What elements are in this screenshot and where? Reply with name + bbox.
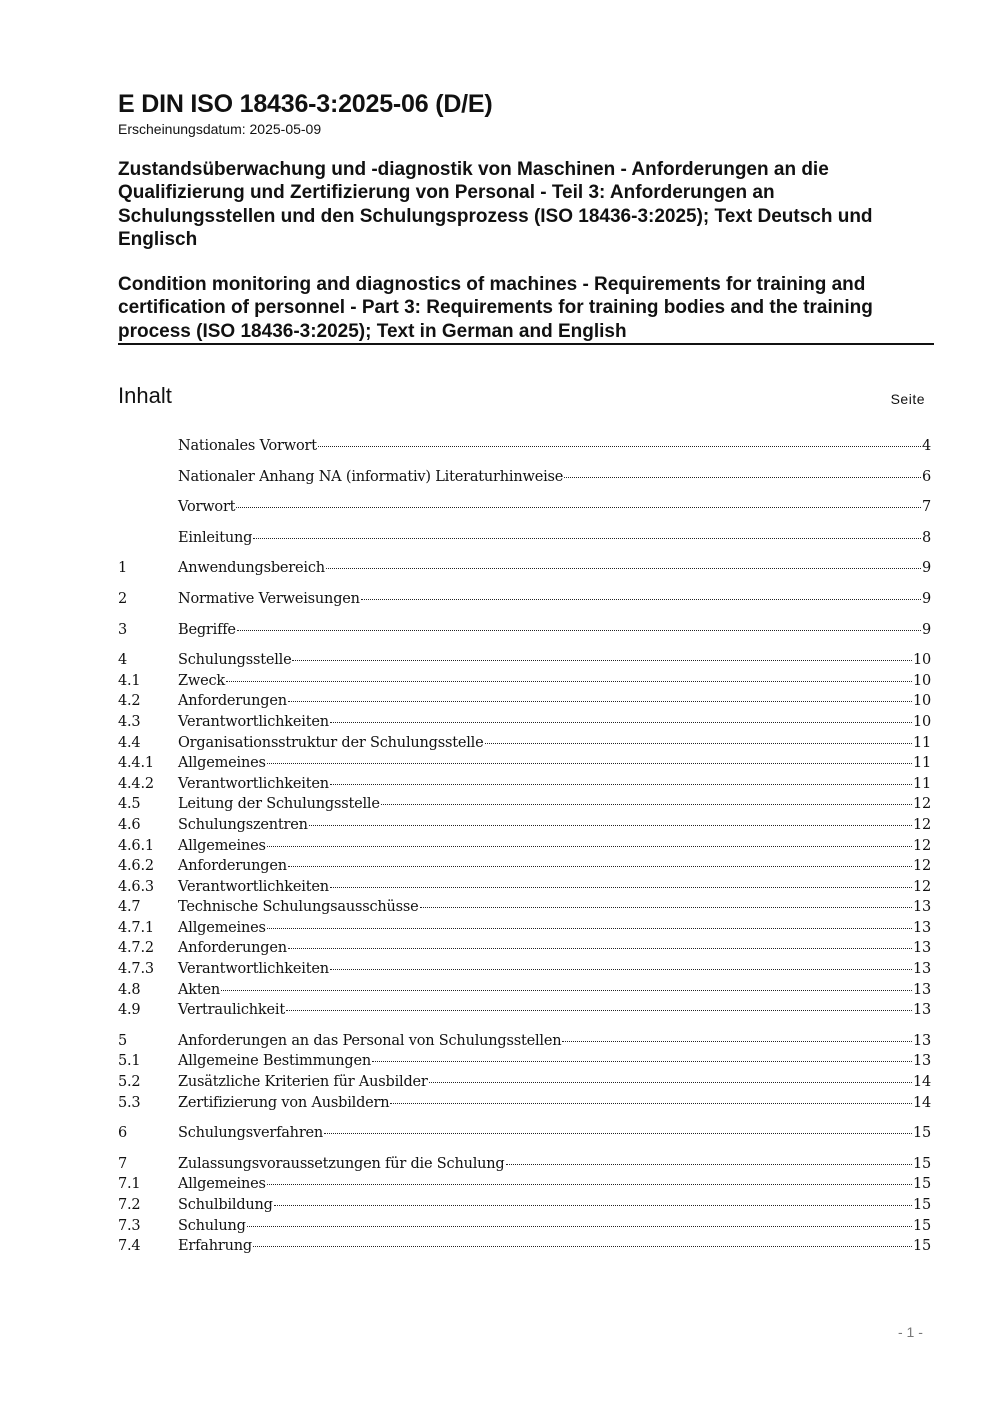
toc-dot-leader xyxy=(267,846,912,847)
toc-entry[interactable] xyxy=(118,899,931,920)
toc-entry-page: 11 xyxy=(912,734,931,751)
toc-entry-number: 4 xyxy=(118,652,128,669)
toc-entry[interactable] xyxy=(118,776,931,797)
toc-dot-leader xyxy=(286,1010,912,1011)
toc-entry[interactable] xyxy=(118,714,931,735)
toc-dot-leader xyxy=(381,804,912,805)
toc-entry[interactable] xyxy=(118,1002,931,1023)
toc-entry-title: Schulung xyxy=(178,1217,246,1234)
toc-entry[interactable] xyxy=(118,469,931,490)
toc-entry-number: 5.3 xyxy=(118,1094,141,1111)
toc-entry[interactable] xyxy=(118,1095,931,1116)
toc-entry-title: Verantwortlichkeiten xyxy=(178,878,329,895)
toc-entry[interactable] xyxy=(118,735,931,756)
toc-entry-number: 7.1 xyxy=(118,1176,141,1193)
toc-entry-number: 4.4 xyxy=(118,734,141,751)
toc-dot-leader xyxy=(330,969,912,970)
toc-dot-leader xyxy=(485,743,912,744)
toc-entry[interactable] xyxy=(118,560,931,581)
toc-entry-page: 15 xyxy=(912,1238,931,1255)
toc-entry-number: 4.6.2 xyxy=(118,858,154,875)
toc-entry-page: 13 xyxy=(912,1002,931,1019)
toc-entry-title: Schulungsstelle xyxy=(178,652,292,669)
toc-entry-title: Verantwortlichkeiten xyxy=(178,713,329,730)
toc-entry-number: 4.8 xyxy=(118,981,141,998)
toc-dot-leader xyxy=(324,1133,912,1134)
toc-entry-page: 12 xyxy=(912,837,931,854)
toc-dot-leader xyxy=(288,948,912,949)
toc-entry-page: 6 xyxy=(921,468,931,485)
toc-entry-page: 15 xyxy=(912,1176,931,1193)
toc-entry[interactable] xyxy=(118,622,931,643)
toc-dot-leader xyxy=(236,507,921,508)
toc-dot-leader xyxy=(253,1246,912,1247)
toc-entry-page: 9 xyxy=(921,590,931,607)
toc-dot-leader xyxy=(330,722,912,723)
toc-entry-number: 3 xyxy=(118,621,128,638)
toc-entry[interactable] xyxy=(118,673,931,694)
toc-entry-title: Allgemeines xyxy=(178,919,266,936)
toc-entry-page: 12 xyxy=(912,796,931,813)
toc-entry-number: 7.4 xyxy=(118,1238,141,1255)
toc-entry-title: Anforderungen an das Personal von Schulungsstellen xyxy=(178,1032,562,1049)
toc-entry-title: Zweck xyxy=(178,672,225,689)
toc-entry-page: 13 xyxy=(912,961,931,978)
toc-entry[interactable] xyxy=(118,652,931,673)
toc-entry-number: 4.6.3 xyxy=(118,878,154,895)
toc-dot-leader xyxy=(288,866,912,867)
toc-entry-page: 9 xyxy=(921,621,931,638)
toc-entry-number: 5.1 xyxy=(118,1053,141,1070)
toc-entry[interactable] xyxy=(118,838,931,859)
toc-entry-title: Verantwortlichkeiten xyxy=(178,961,329,978)
toc-entry-number: 4.4.1 xyxy=(118,755,154,772)
toc-dot-leader xyxy=(226,681,912,682)
title-english: Condition monitoring and diagnostics of machines - Requirements for training and certification of personnel - Part 3: Requirements for training bodies and the training process (ISO 18436-3:2025); Text in German and English xyxy=(118,274,873,342)
toc-dot-leader xyxy=(506,1164,912,1165)
toc-entry[interactable] xyxy=(118,530,931,551)
toc-entry[interactable] xyxy=(118,1074,931,1095)
toc-entry-title: Schulungszentren xyxy=(178,816,308,833)
toc-entry-number: 4.2 xyxy=(118,693,141,710)
toc-entry[interactable] xyxy=(118,1197,931,1218)
toc-entry-title: Organisationsstruktur der Schulungsstelle xyxy=(178,734,484,751)
toc-entry-title: Schulungsverfahren xyxy=(178,1125,324,1142)
toc-entry[interactable] xyxy=(118,982,931,1003)
toc-entry-page: 4 xyxy=(921,438,931,454)
toc-entry[interactable] xyxy=(118,1053,931,1074)
toc-entry[interactable] xyxy=(118,1033,931,1054)
toc-entry-page: 13 xyxy=(912,981,931,998)
toc-entry-number: 5 xyxy=(118,1032,128,1049)
toc-entry[interactable] xyxy=(118,796,931,817)
toc-entry-page: 10 xyxy=(912,652,931,669)
toc-entry[interactable] xyxy=(118,755,931,776)
toc-entry-page: 15 xyxy=(912,1217,931,1234)
toc-entry-page: 13 xyxy=(912,919,931,936)
toc-entry-title: Akten xyxy=(178,981,221,998)
toc-entry-page: 11 xyxy=(912,755,931,772)
toc-entry-title: Vertraulichkeit xyxy=(178,1002,285,1019)
toc-entry-number: 4.6 xyxy=(118,816,141,833)
toc-dot-leader xyxy=(564,477,921,478)
toc-entry-page: 14 xyxy=(912,1074,931,1091)
toc-entry[interactable] xyxy=(118,1125,931,1146)
toc-dot-leader xyxy=(326,568,921,569)
toc-entry[interactable] xyxy=(118,499,931,520)
toc-entry-page: 10 xyxy=(912,713,931,730)
toc-entry-title: Technische Schulungsausschüsse xyxy=(178,899,419,916)
toc-entry-title: Zulassungsvoraussetzungen für die Schulung xyxy=(178,1155,505,1172)
toc-entry[interactable] xyxy=(118,961,931,982)
toc-entry-page: 7 xyxy=(921,499,931,516)
toc-dot-leader xyxy=(237,630,921,631)
toc-entry-number: 4.7.3 xyxy=(118,961,154,978)
toc-entry-number: 4.3 xyxy=(118,713,141,730)
toc-entry-title: Zusätzliche Kriterien für Ausbilder xyxy=(178,1074,428,1091)
publication-date: Erscheinungsdatum: 2025-05-09 xyxy=(118,121,322,137)
toc-entry-page: 15 xyxy=(912,1155,931,1172)
toc-entry-page: 15 xyxy=(912,1197,931,1213)
toc-entry-title: Nationales Vorwort xyxy=(178,438,317,454)
toc-entry-page: 11 xyxy=(912,775,931,792)
toc-entry-page: 14 xyxy=(912,1094,931,1111)
toc-entry-title: Normative Verweisungen xyxy=(178,590,360,607)
toc-heading: Inhalt xyxy=(118,383,172,408)
toc-entry-page: 12 xyxy=(912,816,931,833)
toc-dot-leader xyxy=(429,1082,912,1083)
toc-entry-page: 13 xyxy=(912,1032,931,1049)
toc-dot-leader xyxy=(318,446,921,447)
title-divider xyxy=(118,343,934,345)
toc-dot-leader xyxy=(253,538,921,539)
toc-dot-leader xyxy=(274,1205,912,1206)
toc-entry-number: 4.6.1 xyxy=(118,837,154,854)
toc-entry-title: Allgemeines xyxy=(178,755,266,772)
toc-entry-title: Anforderungen xyxy=(178,858,287,875)
toc-dot-leader xyxy=(292,660,911,661)
toc-entry-title: Allgemeines xyxy=(178,1176,266,1193)
toc-dot-leader xyxy=(309,825,912,826)
toc-entry-title: Allgemeine Bestimmungen xyxy=(178,1053,372,1070)
toc-entry-page: 13 xyxy=(912,940,931,957)
toc-entry[interactable] xyxy=(118,591,931,612)
toc-entry-title: Leitung der Schulungsstelle xyxy=(178,796,380,813)
toc-dot-leader xyxy=(562,1041,912,1042)
toc-entry-page: 13 xyxy=(912,1053,931,1070)
toc-entry-title: Erfahrung xyxy=(178,1238,252,1255)
toc-entry-title: Zertifizierung von Ausbildern xyxy=(178,1094,390,1111)
toc-entry-number: 4.9 xyxy=(118,1002,141,1019)
toc-entry-number: 4.7.1 xyxy=(118,919,154,936)
toc-entry[interactable] xyxy=(118,1156,931,1177)
toc-dot-leader xyxy=(330,784,912,785)
toc-entry-title: Anwendungsbereich xyxy=(178,560,325,577)
document-id: E DIN ISO 18436-3:2025-06 (D/E) xyxy=(118,90,493,118)
toc-entry-title: Schulbildung xyxy=(178,1197,273,1213)
toc-dot-leader xyxy=(288,701,912,702)
toc-entry[interactable] xyxy=(118,920,931,941)
toc-dot-leader xyxy=(267,1184,912,1185)
toc-entry[interactable] xyxy=(118,438,931,459)
toc-entry[interactable] xyxy=(118,940,931,961)
toc-dot-leader xyxy=(390,1103,912,1104)
title-german: Zustandsüberwachung und -diagnostik von Maschinen - Anforderungen an die Qualifizierung und Zertifizierung von Personal - Teil 3: Anforderungen an Schulungsstellen und den Schulungsprozess (ISO 18436-3:2025); Text Deutsch und Englisch xyxy=(118,159,873,250)
toc-entry-number: 4.1 xyxy=(118,672,141,689)
toc-entry-title: Anforderungen xyxy=(178,940,287,957)
toc-dot-leader xyxy=(267,763,912,764)
toc-entry-number: 7.3 xyxy=(118,1217,141,1234)
toc-entry-number: 4.7.2 xyxy=(118,940,154,957)
toc-entry-page: 12 xyxy=(912,878,931,895)
toc-entry[interactable] xyxy=(118,817,931,838)
toc-entry-page: 10 xyxy=(912,693,931,710)
toc-entry-page: 10 xyxy=(912,672,931,689)
toc-entry-number: 7.2 xyxy=(118,1197,141,1213)
page-number: - 1 - xyxy=(898,1324,923,1340)
toc-dot-leader xyxy=(361,599,921,600)
toc-entry-number: 1 xyxy=(118,560,128,577)
toc-entry[interactable] xyxy=(118,1218,931,1239)
toc-dot-leader xyxy=(330,887,912,888)
toc-entry-title: Begriffe xyxy=(178,621,236,638)
toc-entry-page: 8 xyxy=(921,529,931,546)
toc-entry-number: 5.2 xyxy=(118,1074,141,1091)
toc-entry-title: Nationaler Anhang NA (informativ) Literaturhinweise xyxy=(178,468,564,485)
toc-entry-number: 7 xyxy=(118,1155,128,1172)
toc-dot-leader xyxy=(420,907,912,908)
toc-entry-page: 13 xyxy=(912,899,931,916)
toc-entry-page: 15 xyxy=(912,1125,931,1142)
toc-entry-number: 4.5 xyxy=(118,796,141,813)
toc-entry-number: 2 xyxy=(118,590,128,607)
toc-entry-page: 12 xyxy=(912,858,931,875)
toc-entry-title: Einleitung xyxy=(178,529,253,546)
toc-entry-number: 6 xyxy=(118,1125,128,1142)
toc-entry[interactable] xyxy=(118,1238,931,1259)
toc-entry[interactable] xyxy=(118,1176,931,1197)
toc-entry[interactable] xyxy=(118,858,931,879)
toc-entry-number: 4.4.2 xyxy=(118,775,154,792)
toc-entry-title: Vorwort xyxy=(178,499,236,516)
toc-dot-leader xyxy=(372,1061,912,1062)
toc-entry-page: 9 xyxy=(921,560,931,577)
table-of-contents xyxy=(118,438,931,1259)
toc-entry-title: Allgemeines xyxy=(178,837,266,854)
toc-entry-title: Verantwortlichkeiten xyxy=(178,775,329,792)
toc-entry[interactable] xyxy=(118,879,931,900)
toc-dot-leader xyxy=(221,990,912,991)
toc-dot-leader xyxy=(247,1226,912,1227)
toc-entry[interactable] xyxy=(118,693,931,714)
toc-page-column-label: Seite xyxy=(890,391,925,407)
toc-dot-leader xyxy=(267,928,912,929)
toc-entry-title: Anforderungen xyxy=(178,693,287,710)
toc-entry-number: 4.7 xyxy=(118,899,141,916)
